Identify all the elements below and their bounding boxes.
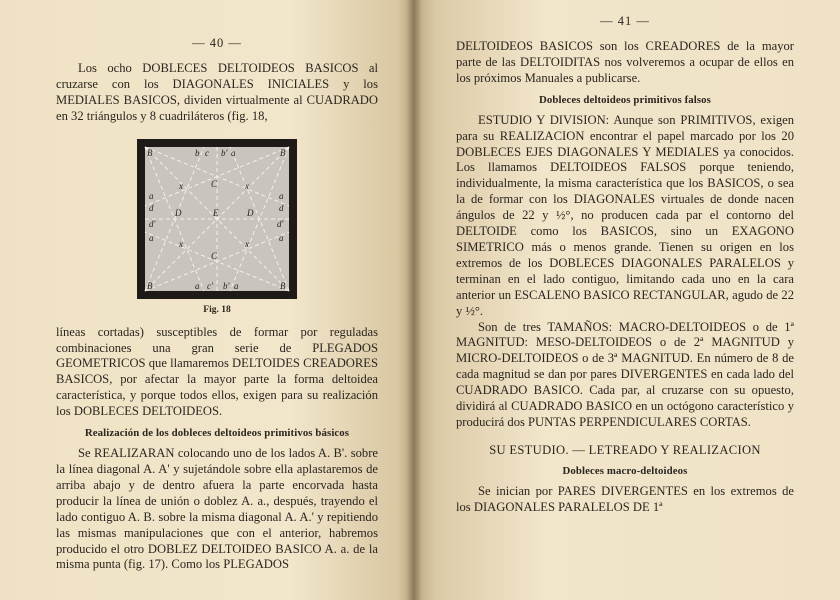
fig-label: d	[149, 202, 154, 213]
page-number: — 41 —	[600, 14, 650, 28]
fig-label: C	[211, 178, 218, 189]
fig-label: c'	[207, 280, 213, 291]
fig-label: D	[247, 207, 254, 218]
paragraph: líneas cortadas) susceptibles de formar por reguladas combinaciones una gran serie de PLEGADOS GEOMETRICOS que llamaremos DELTOIDES CREADORES BASICOS, por afectar la mayor parte la forma deltoidea característica, y porque todos ellos, exigen para su realización los DOBLECES DELTOIDEOS.	[56, 324, 378, 419]
paragraph: Los ocho DOBLECES DELTOIDEOS BASICOS al cruzarse con los DIAGONALES INICIALES y los MEDIALES BASICOS, dividen virtualmente al CUADRADO en 32 triángulos y 8 cuadriláteros (fig. 18,	[56, 61, 378, 123]
paragraph: Se REALIZARAN colocando uno de los lados A. B'. sobre la línea diagonal A. A' y sujetándole sobre ella aplastaremos de arriba abajo y de dentro afuera la parte encorvada hasta producir la línea de unión o doblez A. a., después, trayendo el lado contiguo A. B. sobre la misma diagonal A. A.' y repitiendo las mismas manipulaciones que con el anterior, habremos producido el otro DOBLEZ DELTOIDEO BASICO A. a. de la misma punta (fig. 17). Como los PLEGADOS	[56, 446, 378, 572]
fig-label: b'	[223, 280, 230, 291]
fig-label: x	[179, 238, 183, 249]
fig-label: x	[245, 180, 249, 191]
fig-label: d'	[149, 218, 156, 229]
book-gutter	[406, 0, 422, 600]
figure-18	[137, 139, 297, 315]
section-title: Realización de los dobleces deltoideos primitivos básicos	[84, 427, 350, 440]
fig-label: x	[245, 238, 249, 249]
fig-label: b'	[221, 147, 228, 158]
fig-label: B	[280, 147, 286, 158]
fig-label: c	[205, 147, 209, 158]
fig-label: d	[279, 202, 284, 213]
fig-label: D	[175, 207, 182, 218]
paragraph: ESTUDIO Y DIVISION: Aunque son PRIMITIVOS, exigen para su REALIZACION encontrar el papel marcado por los 20 DOBLECES EJES DIAGONALES Y MEDIALES ya conocidos. Los llamamos DELTOIDEOS FALSOS porque teniendo, individualmente, la misma característica que los BASICOS, o sea la de formar con los DIAGONALES virtuales de donde nacen ángulos de 22 y ½°, no producen cada par el contorno del DELTOIDE como los BASICOS, sino un EXAGONO SIMETRICO más o menos grande. Tienen su origen en los extremos de los DOBLECES DIAGONALES PARALELOS y terminan en el lado contiguo, limitando cada uno en la cara anterior un ESCALENO BASICO RECTANGULAR, agudo de 22 y ½°.	[456, 112, 794, 318]
fig-label: a	[195, 280, 200, 291]
fig-label: a	[149, 190, 154, 201]
fig-label: a	[279, 190, 284, 201]
fig-label: d'	[277, 218, 284, 229]
folding-diagram	[137, 139, 297, 299]
paragraph: DELTOIDEOS BASICOS son los CREADORES de la mayor parte de las DELTOIDITAS nos volveremos a ocupar de ellos en los próximos Manuales a publicarse.	[456, 39, 794, 85]
left-page	[0, 0, 414, 600]
fig-label: a	[149, 232, 154, 243]
fig-label: E	[213, 207, 219, 218]
fig-label: B	[147, 280, 153, 291]
fig-label: C	[211, 250, 218, 261]
section-title: Dobleces deltoideos primitivos falsos	[539, 93, 711, 106]
figure-caption: Fig. 18	[203, 304, 231, 315]
fig-label: B	[280, 280, 286, 291]
paragraph: Son de tres TAMAÑOS: MACRO-DELTOIDEOS o de 1ª MAGNITUD: MESO-DELTOIDEOS o de 2ª MAGNITUD y MICRO-DELTOIDEOS o de 3ª MAGNITUD. En número de 8 de cada magnitud se dan por pares DIVERGENTES en cada lado del CUADRADO BASICO. Cada par, al cruzarse con su opuesto, dividirá al CUADRADO BASICO en un octógono característico y producirá dos PUNTAS PERPENDICULARES CORTAS.	[456, 319, 794, 429]
fig-label: a	[234, 280, 239, 291]
fig-label: a	[279, 232, 284, 243]
fig-label: x	[179, 180, 183, 191]
page-number: — 40 —	[192, 36, 242, 50]
paragraph: Se inician por PARES DIVERGENTES en los extremos de los DIAGONALES PARALELOS DE 1ª	[456, 483, 794, 514]
fig-label: B	[147, 147, 153, 158]
fig-label: b	[195, 147, 200, 158]
fig-label: a	[231, 147, 236, 158]
section-title: Dobleces macro-deltoideos	[562, 464, 688, 477]
right-page	[414, 0, 840, 600]
chapter-heading: SU ESTUDIO. — LETREADO Y REALIZACION	[489, 442, 761, 457]
